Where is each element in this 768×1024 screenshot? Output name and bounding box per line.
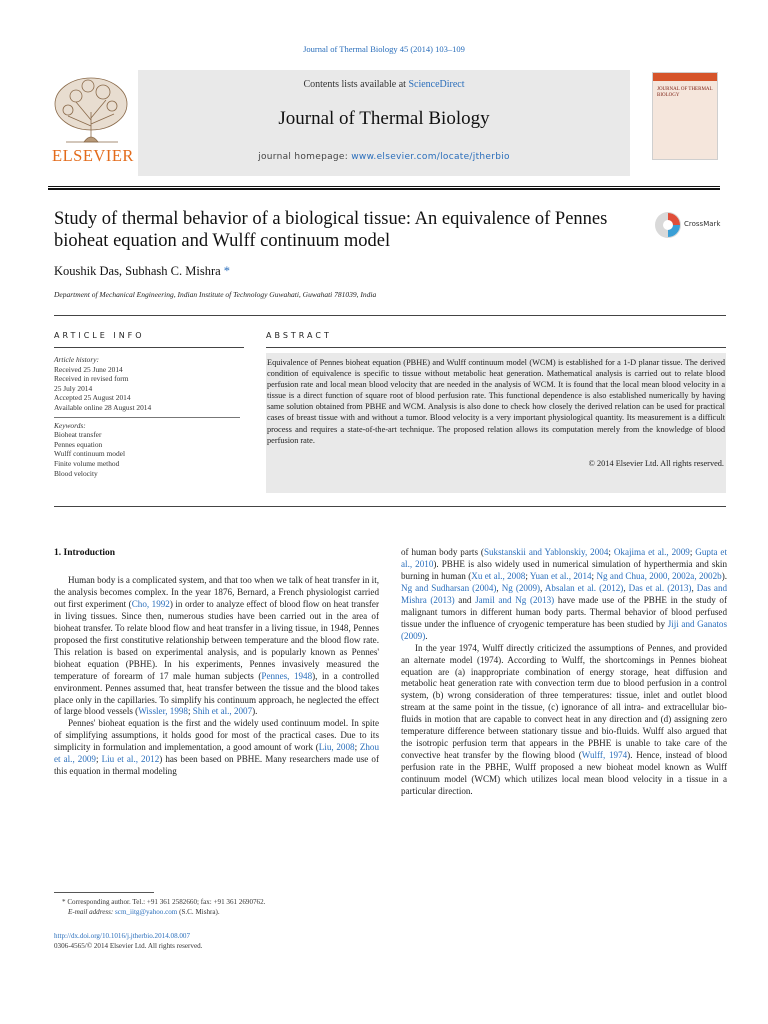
corresponding-author-footnote: * Corresponding author. Tel.: +91 361 2582660; fax: +91 361 2690762. E-mail address: scm_iitg@yahoo.com (S.C. Mishra). <box>62 898 266 916</box>
history-item: Accepted 25 August 2014 <box>54 393 131 403</box>
reference-link[interactable]: Das and Mishra (2013) <box>401 582 728 605</box>
reference-link[interactable]: Wissler, 1998 <box>138 706 188 717</box>
reference-link[interactable]: Shih et al., 2007 <box>192 706 253 717</box>
cover-title: JOURNAL OF THERMAL BIOLOGY <box>657 87 713 98</box>
reference-link[interactable]: Ng (2009) <box>501 582 541 593</box>
abstract-box <box>266 353 726 493</box>
reference-link[interactable]: Ng and Chua, 2000, 2002a, 2002b <box>596 570 722 581</box>
reference-link[interactable]: Pennes, 1948 <box>261 670 313 681</box>
sciencedirect-link[interactable]: ScienceDirect <box>408 79 465 90</box>
doi-link[interactable]: http://dx.doi.org/10.1016/j.jtherbio.2014.08.007 <box>54 932 191 940</box>
reference-link[interactable]: Ng and Sudharsan (2004) <box>401 582 497 593</box>
reference-link[interactable]: Xu et al., 2008 <box>471 570 526 581</box>
history-item: Available online 28 August 2014 <box>54 402 152 412</box>
reference-link[interactable]: Wulff, 1974 <box>581 750 628 761</box>
section-heading: 1. Introduction <box>54 548 116 558</box>
article-info <box>54 355 244 478</box>
article-title: Study of thermal behavior of a biological tissue: An equivalence of Pennes bioheat equation and Wulff continuum model <box>54 209 608 251</box>
reference-link[interactable]: Absalan et al. (2012) <box>544 582 624 593</box>
crossmark-badge[interactable] <box>654 210 728 240</box>
paragraph: of human body parts (Sukstanskii and Yablonskiy, 2004; Okajima et al., 2009; Gupta et al., 2010). PBHE is also widely used in numerical simulation of hyperthermia and skin burning in human (Xu et al., 2008; Yuan et al., 2014; Ng and Chua, 2000, 2002a, 2002b). Ng and Sudharsan (2004), Ng (2009), Absalan et al. (2012), Das et al. (2013), Das and Mishra (2013) and Jamil and Ng (2013) have made use of the PBHE in the study of malignant tumors in different human body parts. Thermal behavior of blood perfused tissue under the influence of cryogenic temperature has been studied by Jiji and Ganatos (2009). <box>401 547 728 641</box>
reference-link[interactable]: Zhou et al., 2009 <box>54 742 380 765</box>
homepage-line: journal homepage: www.elsevier.com/locate/jtherbio <box>258 152 510 162</box>
reference-link[interactable]: Liu et al., 2012 <box>101 754 160 765</box>
body-left-column <box>54 575 379 778</box>
journal-cover-thumbnail[interactable] <box>652 72 718 160</box>
author-list: Koushik Das, Subhash C. Mishra * <box>54 264 231 278</box>
doi-block <box>54 931 384 951</box>
keyword: Blood velocity <box>54 468 98 478</box>
reference-link[interactable]: Das et al. (2013) <box>628 582 692 593</box>
keyword: Finite volume method <box>54 458 120 468</box>
paragraph: Human body is a complicated system, and that too when we talk of heat transfer in it, the analysis becomes complex. In the year 1876, Bernard, a French physiologist carried out first experiment (Cho, 1992) in order to analyze effect of blood flow on heat transfer in living tissues. Since then, numerous studies have been carried out in the area of bioheat transfer. To relate blood flow and heat transfer in a living tissue, in 1948, Pennes proposed the first constitutive relationship between temperature and the blood flow rate. This relation is based on experimental analysis, and is popularly known as Pennes' bioheat equation (PBHE). In his experiments, Pennes invasively measured the temperature of forearm of 17 male human subjects (Pennes, 1948), in a controlled environment. Pennes assumed that, heat transfer between the tissue and the blood takes place only in the capillaries. To simplify his continuum approach, he neglected the effect of large blood vessels (Wissler, 1998; Shih et al., 2007). <box>54 575 379 717</box>
email-link[interactable]: scm_iitg@yahoo.com <box>115 908 178 916</box>
homepage-link[interactable]: www.elsevier.com/locate/jtherbio <box>351 152 510 162</box>
abstract-copyright: © 2014 Elsevier Ltd. All rights reserved. <box>588 458 724 468</box>
journal-title: Journal of Thermal Biology <box>278 108 490 129</box>
history-label: Article history: <box>54 355 99 364</box>
history-item: 25 July 2014 <box>54 383 93 393</box>
affiliation: Department of Mechanical Engineering, Indian Institute of Technology Guwahati, Guwahati 781039, India <box>54 290 377 299</box>
keywords-label: Keywords: <box>54 420 86 430</box>
reference-link[interactable]: Yuan et al., 2014 <box>529 570 592 581</box>
crossmark-icon <box>654 210 682 240</box>
keyword: Pennes equation <box>54 439 103 449</box>
contents-line: Contents lists available at ScienceDirect <box>303 79 465 90</box>
reference-link[interactable]: Sukstanskii and Yablonskiy, 2004 <box>483 547 609 557</box>
article-info-heading: ARTICLE INFO <box>54 331 145 340</box>
reference-link[interactable]: Cho, 1992 <box>131 598 170 609</box>
publisher-name: ELSEVIER <box>52 146 134 165</box>
issn-line: 0306-4565/© 2014 Elsevier Ltd. All rights reserved. <box>54 942 203 950</box>
reference-link[interactable]: Gupta et al., 2010 <box>401 547 727 569</box>
header-rule <box>48 186 720 187</box>
paragraph: Pennes' bioheat equation is the first and the widely used continuum model. In spite of simplifying assumptions, it holds good for most of the practical cases. Due to its simplicity in formulation and implementation, a good amount of work (Liu, 2008; Zhou et al., 2009; Liu et al., 2012) has been based on PBHE. Many researchers made use of this equation in thermal modeling <box>54 718 380 777</box>
reference-link[interactable]: Okajima et al., 2009 <box>613 547 690 557</box>
crossmark-label: CrossMark <box>684 220 721 228</box>
history-item: Received 25 June 2014 <box>54 364 123 374</box>
journal-header-band <box>138 70 630 176</box>
body-right-column <box>401 547 727 798</box>
journal-citation[interactable]: Journal of Thermal Biology 45 (2014) 103–109 <box>303 44 465 54</box>
reference-link[interactable]: Liu, 2008 <box>318 742 355 753</box>
keyword: Bioheat transfer <box>54 430 102 440</box>
reference-link[interactable]: Jiji and Ganatos (2009) <box>401 618 727 641</box>
abstract-text: Equivalence of Pennes bioheat equation (PBHE) and Wulff continuum model (WCM) is established for a 1-D planar tissue. The derived condition of equivalence is specific to tissue without metabolic heat generation. Mathematical analysis is carried out to relate blood perfusion rate and local mean blood velocity that are needed in the analysis of WCM. It is found that the local mean blood velocity in a tissue is a direct function of square root of blood perfusion rate. This functional dependence is also established numerically by having same solution obtained from PBHE and WCM. Analysis is also done to check how closely the derived relation can be used for practical cases of breast tissue with and without a tumor. Blood velocity is a very important physiological quantity. Its measurement is a difficult process and requires a state-of-the-art technique. The proposed relation allows its computation merely from the knowledge of blood perfusion rate. <box>267 358 725 445</box>
abstract-heading: ABSTRACT <box>266 331 332 340</box>
keyword: Wulff continuum model <box>54 449 125 459</box>
corresponding-author-mark[interactable]: * <box>223 264 231 278</box>
paragraph: In the year 1974, Wulff directly criticized the assumptions of Pennes, and provided an alternate model (1974). According to Wulff, the shortcomings in Pennes bioheat equation are (a) inappropriate combination of energy storage, heat diffusion and metabolic heat generation rate with convection term due to blood perfusion in a control system, (b) wrong consideration of three temperatures: tissue, inlet and outlet blood stream at the same point in the tissue, (c) ignorance of all intra- and extracellular bio-fluids in motion that are capable to convect heat in any direction and (d) assigning zero temperature difference between stationary tissue and bio-fluids. Wulff also argued that the isotropic perfusion term that appears in the PBHE is unable to take care of the convective heat transfer by the flowing blood (Wulff, 1974). Hence, instead of blood perfusion rate in the PBHE, Wulff proposed a new bioheat model known as Wulff continuum model (WCM) which utilizes local mean blood velocity in a tissue in a particular direction. <box>401 642 728 797</box>
history-item: Received in revised form <box>54 374 129 384</box>
reference-link[interactable]: Jamil and Ng (2013) <box>475 594 555 605</box>
